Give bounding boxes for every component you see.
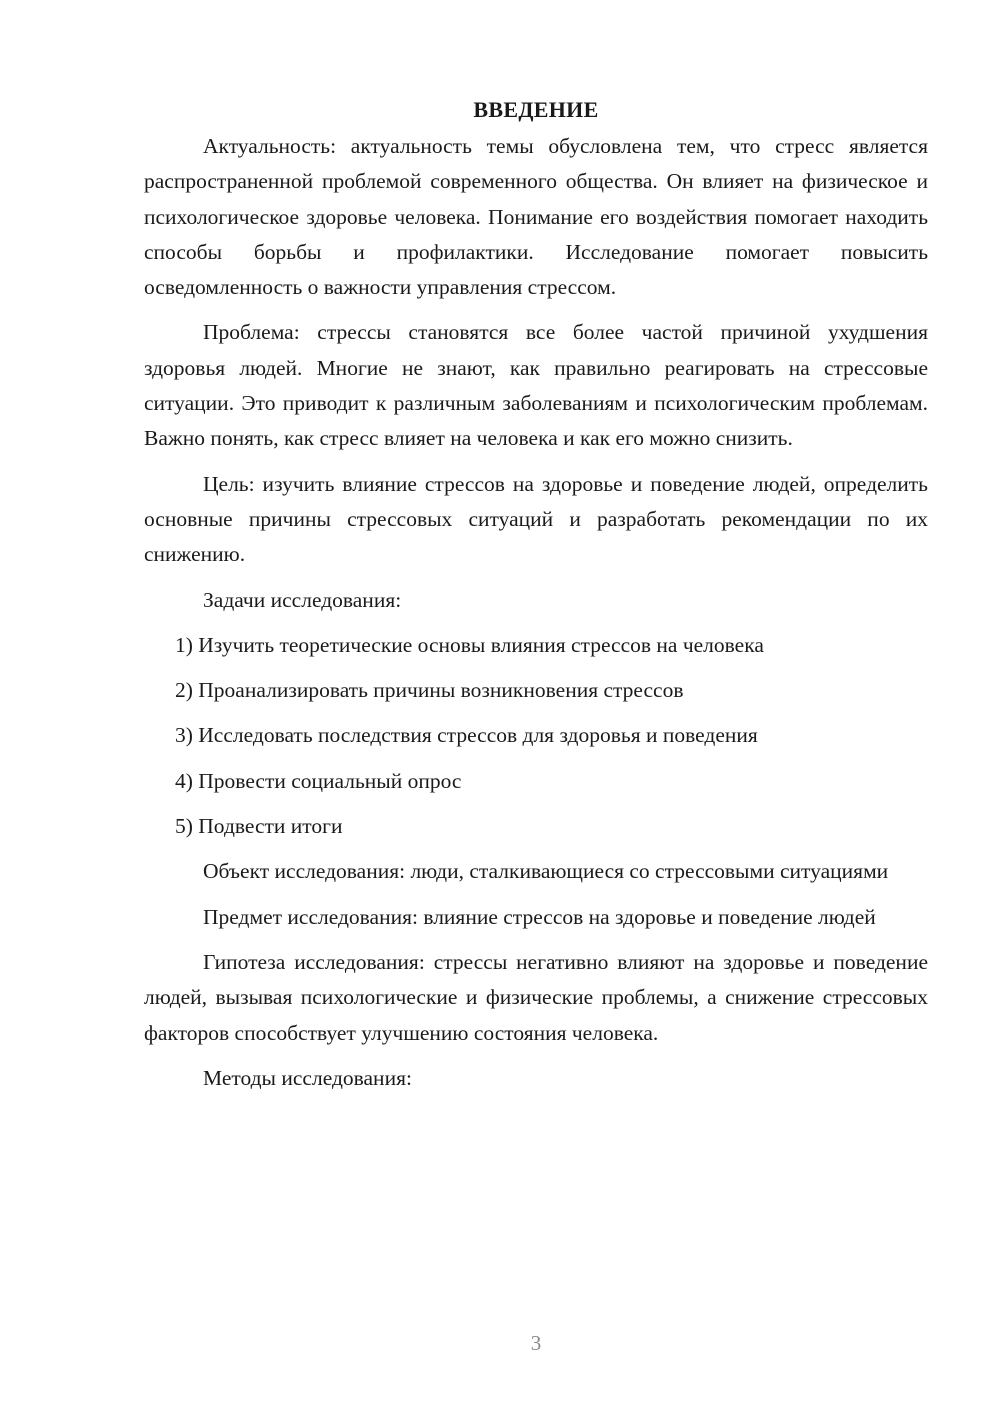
subject-paragraph: Предмет исследования: влияние стрессов на здоровье и поведение людей bbox=[203, 904, 876, 929]
relevance-paragraph: Актуальность: актуальность темы обусловлена тем, что стресс является распространенной проблемой современного общества. Он влияет на физическое и психологическое здоровье человека. Понимание его воздействия помогает находить способы борьбы и профилактики. Исследование помогает повысить осведомленность о важности управления стрессом. bbox=[144, 134, 928, 300]
task-item: 5) Подвести итоги bbox=[175, 814, 343, 839]
problem-paragraph: Проблема: стрессы становятся все более частой причиной ухудшения здоровья людей. Многие не знают, как правильно реагировать на стрессовые ситуации. Это приводит к различным заболеваниям и психологическим проблемам. Важно понять, как стресс влияет на человека и как его можно снизить. bbox=[144, 320, 928, 451]
task-item: 4) Провести социальный опрос bbox=[175, 768, 462, 793]
task-item: 1) Изучить теоретические основы влияния стрессов на человека bbox=[175, 632, 764, 657]
object-paragraph: Объект исследования: люди, сталкивающиеся со стрессовыми ситуациями bbox=[203, 859, 889, 884]
hypothesis-paragraph: Гипотеза исследования: стрессы негативно влияют на здоровье и поведение людей, вызывая психологические и физические проблемы, а снижение стрессовых факторов способствует улучшению состояния человека. bbox=[144, 949, 928, 1045]
tasks-heading: Задачи исследования: bbox=[203, 587, 402, 612]
task-item: 3) Исследовать последствия стрессов для здоровья и поведения bbox=[175, 723, 758, 748]
task-item: 2) Проанализировать причины возникновения стрессов bbox=[175, 678, 684, 703]
goal-paragraph: Цель: изучить влияние стрессов на здоровье и поведение людей, определить основные причины стрессовых ситуаций и разработать рекомендации по их снижению. bbox=[144, 471, 928, 567]
methods-heading: Методы исследования: bbox=[203, 1065, 412, 1090]
document-page bbox=[144, 92, 928, 1106]
page-number: 3 bbox=[530, 1331, 542, 1355]
page-title: ВВЕДЕНИЕ bbox=[473, 97, 599, 122]
